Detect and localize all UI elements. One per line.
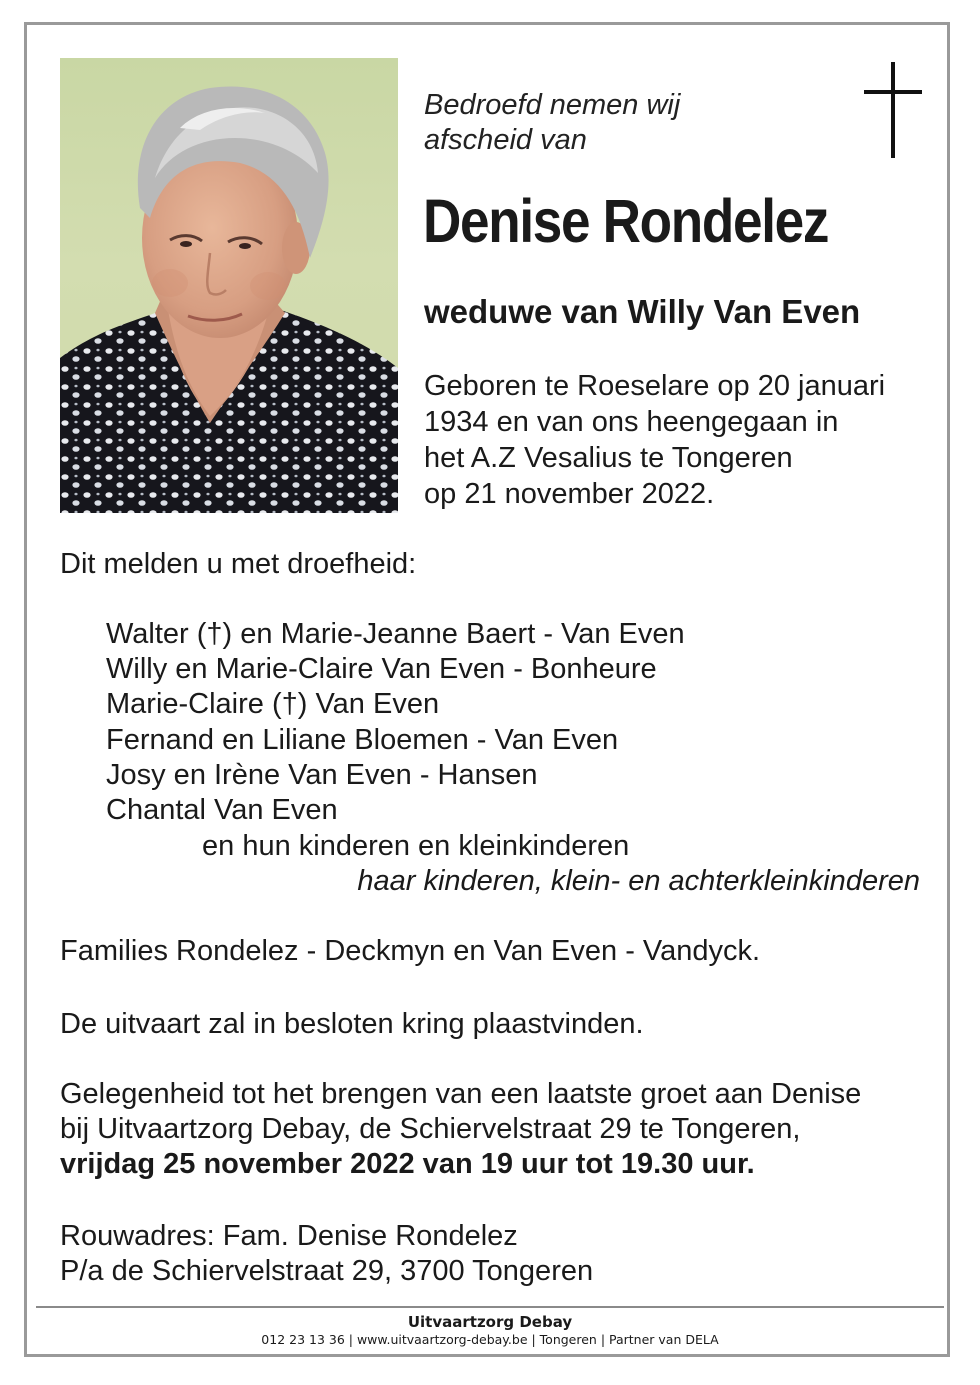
relative-item: Chantal Van Even [106, 794, 338, 827]
funeral-line: De uitvaart zal in besloten kring plaastvinden. [60, 1008, 644, 1040]
grandchildren-line: haar kinderen, klein- en achterkleinkinderen [357, 865, 920, 897]
footer-company: Uitvaartzorg Debay [407, 1313, 573, 1331]
birth-line: Geboren te Roeselare op 20 januari [424, 370, 886, 402]
birth-line: 1934 en van ons heengegaan in [424, 406, 839, 438]
announce-text: Dit melden u met droefheid: [60, 548, 417, 580]
visitation-line: bij Uitvaartzorg Debay, de Schiervelstraat 29 te Tongeren, [60, 1113, 801, 1145]
portrait-illustration [60, 58, 398, 513]
intro-line: Bedroefd nemen wij [424, 89, 681, 121]
birth-death-details [424, 368, 924, 512]
relative-item: Walter (†) en Marie-Jeanne Baert - Van Even [106, 618, 685, 650]
relative-item: Josy en Irène Van Even - Hansen [106, 758, 538, 791]
relatives-list [106, 617, 685, 828]
address-line: P/a de Schiervelstraat 29, 3700 Tongeren [60, 1255, 594, 1287]
relative-item: Marie-Claire (†) Van Even [106, 688, 440, 721]
portrait-photo [60, 58, 398, 513]
cross-icon [864, 62, 922, 158]
their-children-line: en hun kinderen en kleinkinderen [202, 830, 630, 862]
visitation-time: vrijdag 25 november 2022 van 19 uur tot 19.30 uur. [60, 1148, 755, 1180]
birth-line: het A.Z Vesalius te Tongeren [424, 442, 793, 474]
families-line: Families Rondelez - Deckmyn en Van Even - Vandyck. [60, 935, 761, 967]
birth-line: op 21 november 2022. [424, 478, 715, 510]
visitation-line: Gelegenheid tot het brengen van een laatste groet aan Denise [60, 1078, 862, 1110]
spouse-line: weduwe van Willy Van Even [424, 293, 861, 330]
address-line: Rouwadres: Fam. Denise Rondelez [60, 1220, 518, 1252]
footer-contact-info: 012 23 13 36 | www.uitvaartzorg-debay.be | Tongeren | Partner van DELA [261, 1332, 719, 1347]
relative-item: Willy en Marie-Claire Van Even - Bonheure [106, 653, 657, 686]
footer-divider [36, 1306, 944, 1308]
intro-text [424, 88, 824, 158]
deceased-name: Denise Rondelez [423, 187, 829, 255]
intro-line: afscheid van [424, 124, 587, 156]
relative-item: Fernand en Liliane Bloemen - Van Even [106, 723, 619, 756]
